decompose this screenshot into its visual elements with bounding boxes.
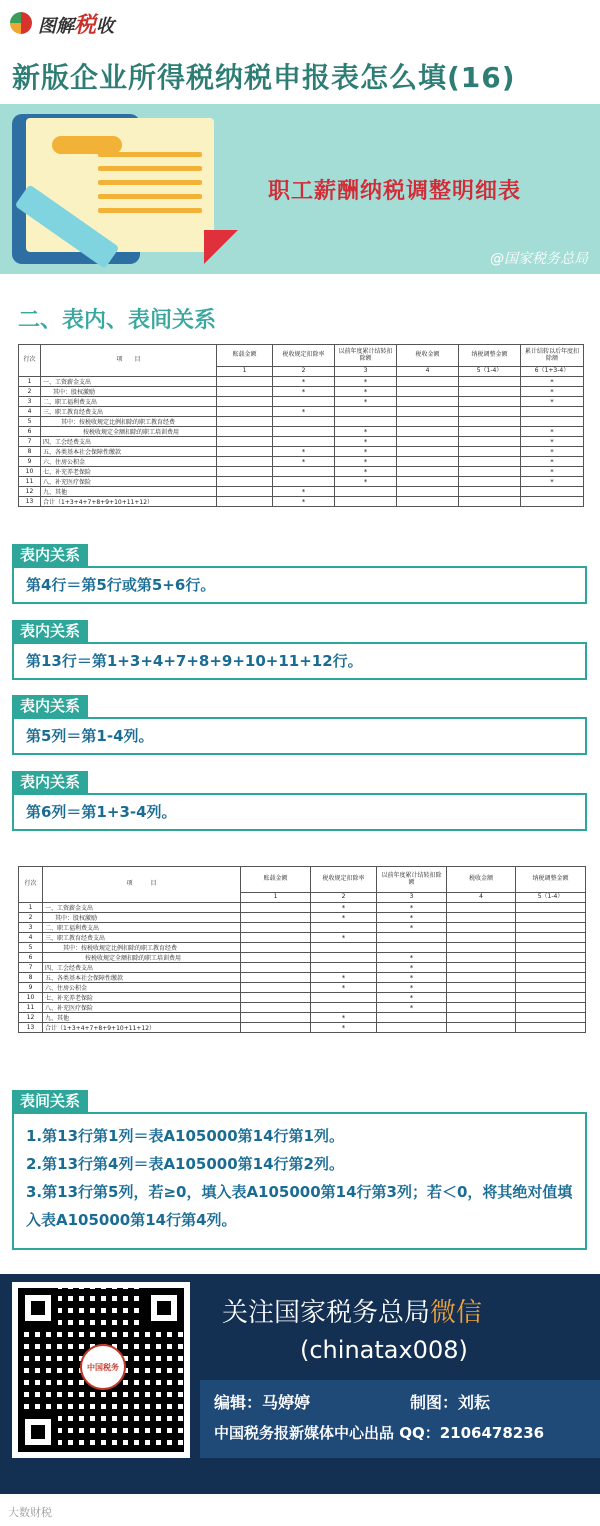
- table-row: [19, 497, 584, 507]
- table-row: [19, 1013, 586, 1023]
- table-cell: [241, 1013, 311, 1023]
- row-item: 六、住房公积金: [43, 983, 241, 993]
- table-cell: *: [377, 963, 447, 973]
- row-item: 六、住房公积金: [41, 457, 217, 467]
- table-row: [19, 903, 586, 913]
- table-cell: *: [335, 387, 397, 397]
- row-item: 九、其他: [41, 487, 217, 497]
- table-cell: *: [311, 983, 377, 993]
- row-item: 三、职工教育经费支出: [43, 933, 241, 943]
- paper-line: [98, 152, 202, 157]
- relation-box: [12, 566, 587, 604]
- table-cell: [311, 993, 377, 1003]
- table-cell: *: [377, 953, 447, 963]
- table-cell: *: [377, 913, 447, 923]
- table-cell: *: [521, 467, 584, 477]
- table-row: [19, 437, 584, 447]
- table-row: [19, 973, 586, 983]
- relation-text: 第13行＝第1+3+4+7+8+9+10+11+12行。: [26, 652, 363, 670]
- table-row: [19, 407, 584, 417]
- row-item: 四、工会经费支出: [41, 437, 217, 447]
- brand-name: [38, 8, 114, 39]
- row-number: 3: [19, 397, 41, 407]
- row-number: 8: [19, 973, 43, 983]
- table-cell: [447, 943, 516, 953]
- qr-finder: [18, 1412, 58, 1452]
- row-number: 12: [19, 1013, 43, 1023]
- table-cell: *: [273, 487, 335, 497]
- table-cell: [459, 377, 521, 387]
- relation-label: 表内关系: [12, 695, 88, 717]
- table-cell: [241, 953, 311, 963]
- table-cell: [447, 983, 516, 993]
- table-cell: [241, 923, 311, 933]
- table-cell: *: [335, 397, 397, 407]
- row-item: 九、其他: [43, 1013, 241, 1023]
- row-number: 6: [19, 953, 43, 963]
- col-number: 5（1-4）: [516, 893, 586, 903]
- table-cell: [459, 397, 521, 407]
- paper-line: [98, 208, 202, 213]
- col-number: 3: [335, 367, 397, 377]
- row-number: 12: [19, 487, 41, 497]
- table-cell: [273, 417, 335, 427]
- row-item: 其中：按税收规定比例扣除的职工教育经费: [41, 417, 217, 427]
- table-cell: [311, 943, 377, 953]
- table-cell: *: [273, 497, 335, 507]
- row-item: 合计（1+3+4+7+8+9+10+11+12）: [41, 497, 217, 507]
- table-cell: *: [377, 993, 447, 1003]
- header-deduction-rate: 税收规定扣除率: [273, 345, 335, 367]
- row-item: 其中：股权激励: [41, 387, 217, 397]
- table-cell: [217, 427, 273, 437]
- row-number: 3: [19, 923, 43, 933]
- table-cell: [377, 1013, 447, 1023]
- row-number: 1: [19, 377, 41, 387]
- paper-line: [98, 194, 202, 199]
- table-cell: [217, 387, 273, 397]
- row-item: 一、工资薪金支出: [41, 377, 217, 387]
- row-number: 6: [19, 427, 41, 437]
- table-cell: [397, 487, 459, 497]
- relation-between-line: 2.第13行第4列＝表A105000第14行第2列。: [26, 1155, 344, 1173]
- row-number: 1: [19, 903, 43, 913]
- table-cell: [241, 903, 311, 913]
- table-cell: *: [311, 973, 377, 983]
- header-item: 项 目: [43, 867, 241, 903]
- row-number: 10: [19, 467, 41, 477]
- table-row: [19, 983, 586, 993]
- table-cell: [447, 923, 516, 933]
- table-cell: [521, 497, 584, 507]
- table-cell: [447, 1003, 516, 1013]
- brand-name-accent: 税: [74, 12, 97, 38]
- table-cell: *: [521, 437, 584, 447]
- header-carryforward: 以前年度累计结转扣除额: [335, 345, 397, 367]
- row-number: 13: [19, 497, 41, 507]
- relation-text: 第4行＝第5行或第5+6行。: [26, 576, 216, 594]
- row-item: 八、补充医疗保险: [43, 1003, 241, 1013]
- col-number: 4: [447, 893, 516, 903]
- table-cell: [311, 923, 377, 933]
- header-adjustment: 纳税调整金额: [516, 867, 586, 893]
- table-cell: *: [273, 407, 335, 417]
- follow-text-pre: 关注国家税务总局: [222, 1298, 431, 1328]
- page-title: 新版企业所得税纳税申报表怎么填(16): [12, 61, 516, 94]
- table-cell: [241, 983, 311, 993]
- row-number: 11: [19, 477, 41, 487]
- table-cell: [397, 377, 459, 387]
- section-heading: 二、表内、表间关系: [18, 308, 217, 333]
- table-cell: [447, 903, 516, 913]
- watermark: 大数财税: [8, 1506, 52, 1519]
- table-cell: [516, 933, 586, 943]
- relation-box: [12, 793, 587, 831]
- col-number: 2: [273, 367, 335, 377]
- row-number: 2: [19, 387, 41, 397]
- table-row: [19, 477, 584, 487]
- table-cell: *: [311, 933, 377, 943]
- row-item: 按税收规定全额扣除的职工培训费用: [43, 953, 241, 963]
- table-cell: *: [377, 973, 447, 983]
- row-item: 按税收规定全额扣除的职工培训费用: [41, 427, 217, 437]
- table-cell: *: [335, 437, 397, 447]
- follow-text: [222, 1292, 482, 1329]
- table-cell: [335, 497, 397, 507]
- table-cell: [397, 467, 459, 477]
- table-cell: [377, 1023, 447, 1033]
- table-cell: [217, 417, 273, 427]
- table-cell: [377, 943, 447, 953]
- header-row-number: 行次: [19, 867, 43, 903]
- table-cell: *: [521, 387, 584, 397]
- table-cell: *: [273, 447, 335, 457]
- table-row: [19, 427, 584, 437]
- row-item: 二、职工福利费支出: [43, 923, 241, 933]
- table-cell: [273, 477, 335, 487]
- table-cell: [273, 397, 335, 407]
- table-row: [19, 943, 586, 953]
- row-number: 9: [19, 983, 43, 993]
- table-cell: [397, 427, 459, 437]
- table-cell: [459, 437, 521, 447]
- table-cell: [311, 953, 377, 963]
- header-tax-amount: 税收金额: [447, 867, 516, 893]
- col-number: 6（1+3-4）: [521, 367, 584, 377]
- table-cell: [459, 407, 521, 417]
- row-item: 七、补充养老保险: [41, 467, 217, 477]
- row-item: 合计（1+3+4+7+8+9+10+11+12）: [43, 1023, 241, 1033]
- table-cell: *: [377, 903, 447, 913]
- banner-subtitle: 职工薪酬纳税调整明细表: [268, 179, 522, 204]
- table-cell: [217, 477, 273, 487]
- table-cell: [447, 1023, 516, 1033]
- table-cell: [459, 467, 521, 477]
- table-cell: [311, 1003, 377, 1013]
- table-row: [19, 487, 584, 497]
- relation-between-line: 1.第13行第1列＝表A105000第14行第1列。: [26, 1127, 344, 1145]
- table-cell: *: [521, 397, 584, 407]
- table-cell: [241, 943, 311, 953]
- col-number: 2: [311, 893, 377, 903]
- table-cell: [397, 407, 459, 417]
- row-number: 7: [19, 963, 43, 973]
- table-cell: [516, 1023, 586, 1033]
- row-number: 8: [19, 447, 41, 457]
- header-carryforward: 以前年度累计结转扣除额: [377, 867, 447, 893]
- table-partial: [18, 866, 586, 1033]
- row-number: 5: [19, 417, 41, 427]
- brand-name-pre: 图解: [38, 15, 74, 37]
- col-number: 1: [241, 893, 311, 903]
- table-cell: [516, 903, 586, 913]
- row-item: 一、工资薪金支出: [43, 903, 241, 913]
- table-cell: [459, 417, 521, 427]
- qr-code-pattern: [18, 1288, 184, 1452]
- table-cell: *: [335, 467, 397, 477]
- row-number: 13: [19, 1023, 43, 1033]
- table-row: [19, 397, 584, 407]
- relation-box: [12, 717, 587, 755]
- tax-emblem-icon: 中国税务: [80, 1344, 126, 1390]
- table-full: [18, 344, 584, 507]
- header-book-amount: 账载金额: [217, 345, 273, 367]
- table-cell: [516, 913, 586, 923]
- table-cell: *: [521, 377, 584, 387]
- table-cell: [335, 487, 397, 497]
- table-cell: [397, 477, 459, 487]
- table-cell: [521, 417, 584, 427]
- table-cell: [273, 467, 335, 477]
- table-cell: [217, 397, 273, 407]
- header-carryforward-later: 累计结转以后年度扣除额: [521, 345, 584, 367]
- footer: [0, 1274, 600, 1494]
- relation-label: 表内关系: [12, 544, 88, 566]
- table-row: [19, 457, 584, 467]
- table-cell: [397, 397, 459, 407]
- table-cell: *: [521, 477, 584, 487]
- table-cell: [447, 973, 516, 983]
- row-item: 七、补充养老保险: [43, 993, 241, 1003]
- row-item: 其中：按税收规定比例扣除的职工教育经费: [43, 943, 241, 953]
- table-cell: [516, 973, 586, 983]
- table-cell: [377, 933, 447, 943]
- table-cell: [459, 487, 521, 497]
- table-cell: [217, 407, 273, 417]
- table-cell: *: [273, 377, 335, 387]
- table-cell: [459, 497, 521, 507]
- row-number: 5: [19, 943, 43, 953]
- table-cell: [447, 913, 516, 923]
- header-adjustment: 纳税调整金额: [459, 345, 521, 367]
- table-cell: [521, 487, 584, 497]
- table-cell: [273, 437, 335, 447]
- header-book-amount: 账载金额: [241, 867, 311, 893]
- table-cell: [516, 983, 586, 993]
- table-cell: [447, 963, 516, 973]
- header-item: 项 目: [41, 345, 217, 377]
- table-cell: [459, 387, 521, 397]
- col-number: 5（1-4）: [459, 367, 521, 377]
- table-cell: *: [335, 477, 397, 487]
- table-cell: [459, 457, 521, 467]
- table-cell: [273, 427, 335, 437]
- qr-finder: [18, 1288, 58, 1328]
- table-cell: [447, 1013, 516, 1023]
- table-cell: [447, 993, 516, 1003]
- relation-box: [12, 642, 587, 680]
- table-cell: *: [335, 447, 397, 457]
- table-cell: [241, 973, 311, 983]
- brand-logo-area: [10, 8, 114, 38]
- banner: [0, 104, 600, 274]
- table-row: [19, 993, 586, 1003]
- row-item: 二、职工福利费支出: [41, 397, 217, 407]
- paper-fold-corner: [204, 230, 238, 264]
- table-cell: [241, 1023, 311, 1033]
- table-row: [19, 467, 584, 477]
- table-cell: [217, 497, 273, 507]
- relation-between-box: [12, 1112, 587, 1250]
- table-cell: [217, 487, 273, 497]
- relation-between-line: 3.第13行第5列，若≥0，填入表A105000第14行第3列；若＜0，将其绝对值填入表A105000第14行第4列。: [26, 1183, 573, 1229]
- table-cell: [516, 993, 586, 1003]
- table-cell: [397, 387, 459, 397]
- table-cell: *: [377, 1003, 447, 1013]
- table-cell: [516, 923, 586, 933]
- table-cell: *: [273, 457, 335, 467]
- table-cell: [335, 407, 397, 417]
- relation-text: 第6列＝第1+3-4列。: [26, 803, 177, 821]
- col-number: 3: [377, 893, 447, 903]
- paper-line: [98, 166, 202, 171]
- table-cell: [241, 1003, 311, 1013]
- table-cell: *: [335, 427, 397, 437]
- table-cell: [241, 913, 311, 923]
- table-row: [19, 377, 584, 387]
- row-item: 其中：股权激励: [43, 913, 241, 923]
- table-cell: *: [311, 913, 377, 923]
- table-cell: [397, 497, 459, 507]
- publisher-credit: 中国税务报新媒体中心出品 QQ：2106478236: [214, 1424, 545, 1442]
- table-cell: [459, 427, 521, 437]
- row-number: 2: [19, 913, 43, 923]
- row-number: 9: [19, 457, 41, 467]
- table-cell: [217, 467, 273, 477]
- col-number: 4: [397, 367, 459, 377]
- relation-label: 表内关系: [12, 771, 88, 793]
- relation-text: 第5列＝第1-4列。: [26, 727, 154, 745]
- table-cell: [516, 943, 586, 953]
- row-item: 八、补充医疗保险: [41, 477, 217, 487]
- row-item: 三、职工教育经费支出: [41, 407, 217, 417]
- table-cell: [217, 377, 273, 387]
- table-cell: [311, 963, 377, 973]
- table-row: [19, 417, 584, 427]
- table-cell: [241, 963, 311, 973]
- table-row: [19, 933, 586, 943]
- credits-band: [200, 1380, 600, 1458]
- table-row: [19, 923, 586, 933]
- table-cell: [459, 447, 521, 457]
- row-number: 4: [19, 407, 41, 417]
- row-number: 7: [19, 437, 41, 447]
- qr-code[interactable]: [12, 1282, 190, 1458]
- header-row-number: 行次: [19, 345, 41, 377]
- table-cell: *: [311, 903, 377, 913]
- table-row: [19, 387, 584, 397]
- editor-credit: 编辑：马婷婷: [214, 1393, 311, 1412]
- table-cell: [447, 933, 516, 943]
- header-tax-amount: 税收金额: [397, 345, 459, 367]
- brand-name-post: 收: [96, 15, 115, 37]
- row-number: 4: [19, 933, 43, 943]
- banner-source: @国家税务总局: [490, 251, 588, 267]
- table-cell: [217, 447, 273, 457]
- wechat-id: (chinatax008): [300, 1336, 468, 1364]
- row-number: 10: [19, 993, 43, 1003]
- follow-text-accent: 微信: [430, 1298, 483, 1328]
- row-item: 四、工会经费支出: [43, 963, 241, 973]
- table-cell: *: [273, 387, 335, 397]
- table-cell: [516, 963, 586, 973]
- table-cell: *: [521, 427, 584, 437]
- table-cell: [397, 457, 459, 467]
- table-cell: *: [521, 457, 584, 467]
- col-number: 1: [217, 367, 273, 377]
- maker-credit: 制图：刘耘: [410, 1393, 491, 1412]
- table-cell: [447, 953, 516, 963]
- table-cell: [521, 407, 584, 417]
- table-cell: *: [311, 1013, 377, 1023]
- qr-finder: [144, 1288, 184, 1328]
- table-cell: [335, 417, 397, 427]
- pie-logo-icon: [10, 12, 32, 34]
- relation-label: 表内关系: [12, 620, 88, 642]
- table-row: [19, 1023, 586, 1033]
- table-cell: [217, 437, 273, 447]
- table-cell: *: [335, 377, 397, 387]
- table-cell: *: [311, 1023, 377, 1033]
- table-cell: [241, 993, 311, 1003]
- paper-line: [98, 180, 202, 185]
- table-cell: *: [377, 983, 447, 993]
- row-item: 五、各类基本社会保障性缴款: [43, 973, 241, 983]
- table-cell: [516, 1003, 586, 1013]
- table-cell: [397, 417, 459, 427]
- table-cell: [516, 953, 586, 963]
- table-cell: *: [335, 457, 397, 467]
- table-cell: [516, 1013, 586, 1023]
- table-cell: [217, 457, 273, 467]
- table-row: [19, 913, 586, 923]
- table-row: [19, 963, 586, 973]
- table-row: [19, 1003, 586, 1013]
- table-cell: [459, 477, 521, 487]
- table-cell: *: [521, 447, 584, 457]
- table-cell: [397, 447, 459, 457]
- row-number: 11: [19, 1003, 43, 1013]
- table-row: [19, 953, 586, 963]
- table-row: [19, 447, 584, 457]
- table-cell: [397, 437, 459, 447]
- table-cell: *: [377, 923, 447, 933]
- header-deduction-rate: 税收规定扣除率: [311, 867, 377, 893]
- row-item: 五、各类基本社会保障性缴款: [41, 447, 217, 457]
- table-cell: [241, 933, 311, 943]
- relation-between-label: 表间关系: [12, 1090, 88, 1112]
